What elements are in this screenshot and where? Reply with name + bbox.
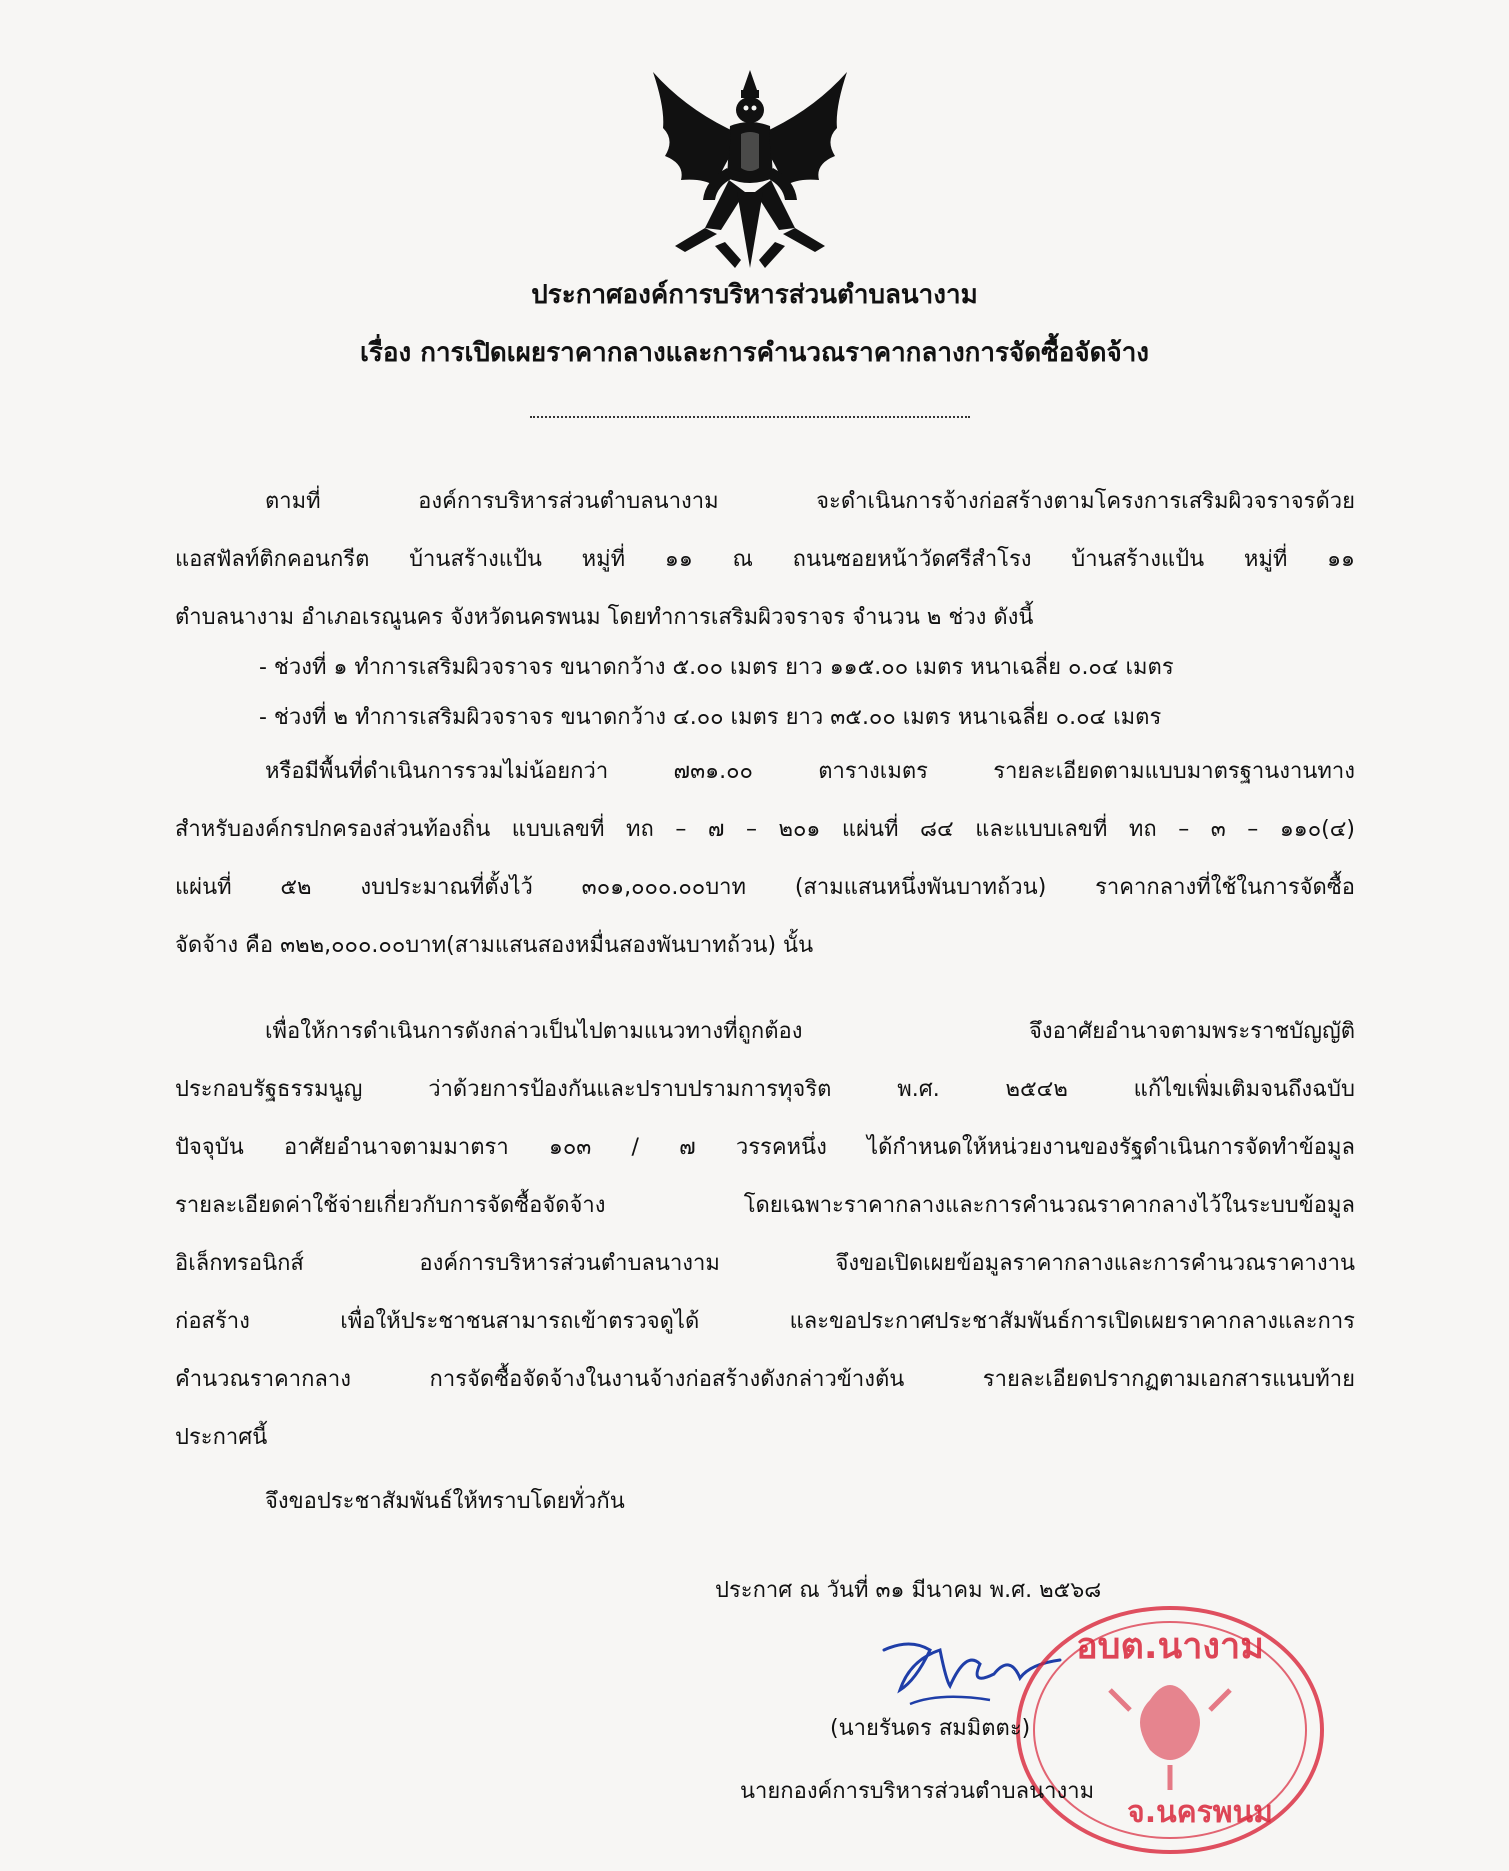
signatory-position: นายกองค์การบริหารส่วนตำบลนางาม [740,1779,1095,1804]
paragraph-line: ปัจจุบัน อาศัยอำนาจตามมาตรา ๑๐๓ / ๗ วรรคหนึ่ง ได้กำหนดให้หน่วยงานของรัฐดำเนินการจัดทำข้อมูล [175,1135,1355,1160]
paragraph-line: เพื่อให้การดำเนินการดังกล่าวเป็นไปตามแนวทางที่ถูกต้อง จึงอาศัยอำนาจตามพระราชบัญญัติ [265,1019,1355,1044]
paragraph-line: อิเล็กทรอนิกส์ องค์การบริหารส่วนตำบลนางาม จึงขอเปิดเผยข้อมูลราคากลางและการคำนวณราคางาน [175,1251,1355,1276]
paragraph-line: คำนวณราคากลาง การจัดซื้อจัดจ้างในงานจ้างก่อสร้างดังกล่าวข้างต้น รายละเอียดปรากฏตามเอกสารแนบท้าย [175,1367,1355,1392]
paragraph-line: ตามที่ องค์การบริหารส่วนตำบลนางาม จะดำเนินการจ้างก่อสร้างตามโครงการเสริมผิวจราจรด้วย [265,489,1355,514]
paragraph-line: ตำบลนางาม อำเภอเรณูนคร จังหวัดนครพนม โดยทำการเสริมผิวจราจร จำนวน ๒ ช่วง ดังนี้ [175,605,1034,630]
garuda-emblem-icon [645,68,855,273]
paragraph-line: ประกาศนี้ [175,1425,268,1450]
paragraph-line: แผ่นที่ ๕๒ งบประมาณที่ตั้งไว้ ๓๐๑,๐๐๐.๐๐บาท (สามแสนหนึ่งพันบาทถ้วน) ราคากลางที่ใช้ในการจัดซื้อ [175,875,1355,900]
paragraph-line: หรือมีพื้นที่ดำเนินการรวมไม่น้อยกว่า ๗๓๑.๐๐ ตารางเมตร รายละเอียดตามแบบมาตรฐานงานทาง [265,759,1355,784]
paragraph-line: จัดจ้าง คือ ๓๒๒,๐๐๐.๐๐บาท(สามแสนสองหมื่นสองพันบาทถ้วน) นั้น [175,933,814,958]
closing-line: จึงขอประชาสัมพันธ์ให้ทราบโดยทั่วกัน [265,1489,625,1514]
section-bullet: - ช่วงที่ ๑ ทำการเสริมผิวจราจร ขนาดกว้าง ๕.๐๐ เมตร ยาว ๑๑๕.๐๐ เมตร หนาเฉลี่ย ๐.๐๔ เมตร [259,655,1174,680]
paragraph-line: รายละเอียดค่าใช้จ่ายเกี่ยวกับการจัดซื้อจัดจ้าง โดยเฉพาะราคากลางและการคำนวณราคากลางไว้ในระบบข้อมูล [175,1193,1355,1218]
announcement-title: ประกาศองค์การบริหารส่วนตำบลนางาม [531,280,978,310]
svg-text:อบต.นางาม: อบต.นางาม [1076,1626,1264,1667]
paragraph-line: ประกอบรัฐธรรมนูญ ว่าด้วยการป้องกันและปราบปรามการทุจริต พ.ศ. ๒๕๔๒ แก้ไขเพิ่มเติมจนถึงฉบับ [175,1077,1355,1102]
announcement-date: ประกาศ ณ วันที่ ๓๑ มีนาคม พ.ศ. ๒๕๖๘ [715,1578,1102,1603]
dotted-divider [530,404,970,418]
svg-text:จ.นครพนม: จ.นครพนม [1127,1795,1273,1830]
paragraph-line: แอสฟัลท์ติกคอนกรีต บ้านสร้างแป้น หมู่ที่ ๑๑ ณ ถนนซอยหน้าวัดศรีสำโรง บ้านสร้างแป้น หมู่ที่ ๑๑ [175,547,1355,572]
section-bullet: - ช่วงที่ ๒ ทำการเสริมผิวจราจร ขนาดกว้าง ๔.๐๐ เมตร ยาว ๓๕.๐๐ เมตร หนาเฉลี่ย ๐.๐๔ เมตร [259,705,1162,730]
paragraph-line: ก่อสร้าง เพื่อให้ประชาชนสามารถเข้าตรวจดูได้ และขอประกาศประชาสัมพันธ์การเปิดเผยราคากลางและการ [175,1309,1355,1334]
official-seal-stamp [1000,1590,1330,1870]
paragraph-line: สำหรับองค์กรปกครองส่วนท้องถิ่น แบบเลขที่ ทถ – ๗ – ๒๐๑ แผ่นที่ ๘๔ และแบบเลขที่ ทถ – ๓ – ๑๑๐(๔) [175,817,1355,842]
announcement-subject: เรื่อง การเปิดเผยราคากลางและการคำนวณราคากลางการจัดซื้อจัดจ้าง [360,338,1149,368]
signatory-name: (นายรันดร สมมิตตะ) [830,1716,1031,1741]
